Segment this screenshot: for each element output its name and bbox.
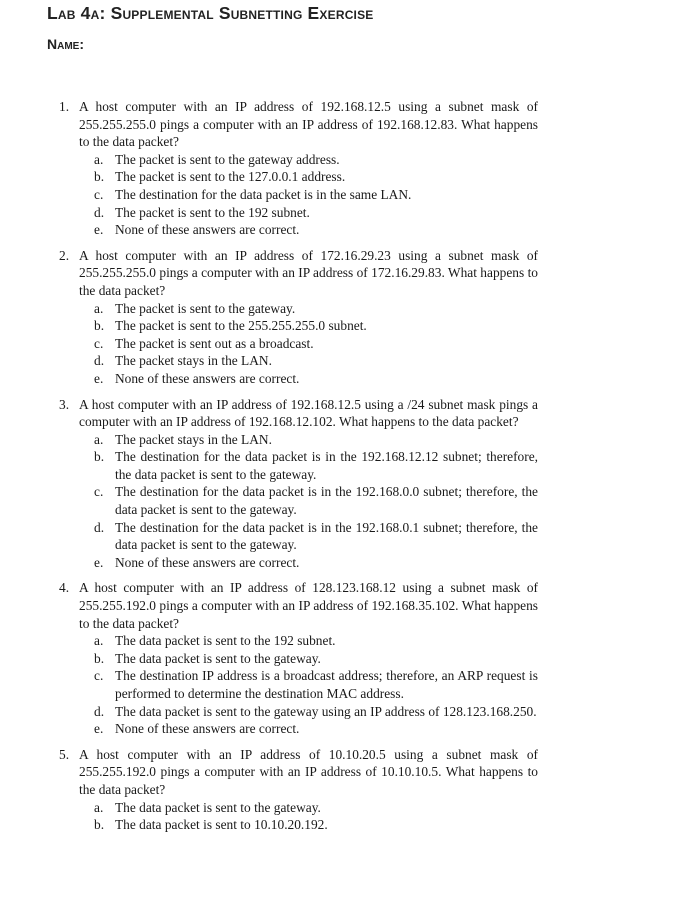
option-d bbox=[79, 519, 538, 554]
option-text: None of these answers are correct. bbox=[115, 554, 300, 570]
option-letter: d. bbox=[94, 353, 105, 369]
option-text: The data packet is sent to the gateway. bbox=[115, 650, 321, 666]
option-d bbox=[79, 352, 538, 370]
option-text: None of these answers are correct. bbox=[115, 370, 300, 386]
question-number: 4. bbox=[59, 580, 70, 596]
option-letter: c. bbox=[94, 484, 104, 500]
answer-options bbox=[79, 799, 538, 834]
option-e bbox=[79, 720, 538, 738]
option-text: The packet is sent to the 192 subnet. bbox=[115, 204, 310, 220]
option-letter: d. bbox=[94, 204, 105, 220]
option-letter: e. bbox=[94, 554, 104, 570]
option-text: None of these answers are correct. bbox=[115, 222, 300, 238]
option-e bbox=[79, 221, 538, 239]
option-text: The packet stays in the LAN. bbox=[115, 431, 272, 447]
answer-options bbox=[79, 151, 538, 239]
option-text: The packet is sent to the 127.0.0.1 address. bbox=[115, 169, 346, 185]
option-text: The packet is sent to the gateway address. bbox=[115, 151, 340, 167]
option-letter: b. bbox=[94, 817, 105, 833]
question-number: 1. bbox=[59, 99, 70, 114]
option-letter: e. bbox=[94, 370, 104, 386]
question-number: 2. bbox=[59, 247, 70, 263]
option-text: The destination for the data packet is in the 192.168.0.0 subnet; therefore, the data packet is sent to the gateway. bbox=[115, 484, 538, 518]
option-text: The destination for the data packet is in the 192.168.12.12 subnet; therefore, the data packet is sent to the gateway. bbox=[115, 449, 538, 482]
answer-options bbox=[79, 632, 538, 738]
option-text: The data packet is sent to 10.10.20.192. bbox=[115, 817, 328, 833]
name-label: Name: bbox=[47, 36, 84, 52]
question-2 bbox=[56, 247, 538, 388]
option-b bbox=[79, 168, 538, 186]
option-letter: e. bbox=[94, 222, 104, 238]
question-1 bbox=[56, 98, 538, 239]
option-c bbox=[79, 186, 538, 204]
page-title: Lab 4a: Supplemental Subnetting Exercise bbox=[47, 3, 374, 23]
option-a bbox=[79, 799, 538, 817]
question-3 bbox=[56, 396, 538, 572]
option-letter: b. bbox=[94, 449, 105, 465]
option-e bbox=[79, 554, 538, 572]
option-b bbox=[79, 650, 538, 668]
option-c bbox=[79, 483, 538, 518]
option-letter: a. bbox=[94, 799, 104, 815]
option-a bbox=[79, 431, 538, 449]
question-text: A host computer with an IP address of 10.10.20.5 using a subnet mask of 255.255.192.0 pings a computer with an IP address of 10.10.10.5. What happens to the data packet? bbox=[79, 746, 538, 797]
option-letter: c. bbox=[94, 668, 104, 684]
option-text: The data packet is sent to the gateway using an IP address of 128.123.168.250. bbox=[115, 703, 537, 719]
question-number: 5. bbox=[59, 746, 70, 762]
option-c bbox=[79, 335, 538, 353]
option-a bbox=[79, 151, 538, 169]
option-b bbox=[79, 317, 538, 335]
option-e bbox=[79, 370, 538, 388]
option-text: The destination for the data packet is in the 192.168.0.1 subnet; therefore, the data packet is sent to the gateway. bbox=[115, 519, 538, 553]
answer-options bbox=[79, 431, 538, 572]
option-letter: b. bbox=[94, 318, 105, 334]
option-letter: a. bbox=[94, 431, 104, 447]
option-a bbox=[79, 632, 538, 650]
option-text: The packet is sent to the gateway. bbox=[115, 300, 296, 316]
option-letter: a. bbox=[94, 633, 104, 649]
option-letter: b. bbox=[94, 169, 105, 185]
option-text: The destination for the data packet is in the same LAN. bbox=[115, 186, 412, 202]
option-letter: a. bbox=[94, 300, 104, 316]
question-text: A host computer with an IP address of 128.123.168.12 using a subnet mask of 255.255.192.0 pings a computer with an IP address of 192.168.35.102. What happens to the data packet? bbox=[79, 580, 538, 631]
question-text: A host computer with an IP address of 172.16.29.23 using a subnet mask of 255.255.255.0 pings a computer with an IP address of 172.16.29.83. What happens to the data packet? bbox=[79, 247, 538, 298]
option-letter: d. bbox=[94, 703, 105, 719]
option-text: The packet is sent to the 255.255.255.0 subnet. bbox=[115, 318, 367, 334]
question-list bbox=[56, 98, 538, 842]
option-letter: c. bbox=[94, 335, 104, 351]
option-c bbox=[79, 667, 538, 702]
option-text: The destination IP address is a broadcast address; therefore, an ARP request is performed to determine the destination MAC address. bbox=[115, 668, 538, 701]
question-text: A host computer with an IP address of 192.168.12.5 using a /24 subnet mask pings a computer with an IP address of 192.168.12.102. What happens to the data packet? bbox=[79, 396, 538, 430]
option-text: The data packet is sent to the gateway. bbox=[115, 799, 321, 815]
option-text: The packet stays in the LAN. bbox=[115, 353, 272, 369]
option-text: The packet is sent out as a broadcast. bbox=[115, 335, 314, 351]
option-d bbox=[79, 703, 538, 721]
option-letter: b. bbox=[94, 650, 105, 666]
question-5 bbox=[56, 746, 538, 834]
answer-options bbox=[79, 300, 538, 388]
question-4 bbox=[56, 579, 538, 737]
option-text: The data packet is sent to the 192 subnet. bbox=[115, 633, 336, 649]
option-a bbox=[79, 300, 538, 318]
option-letter: c. bbox=[94, 186, 104, 202]
option-text: None of these answers are correct. bbox=[115, 721, 300, 737]
option-letter: a. bbox=[94, 151, 104, 167]
option-letter: d. bbox=[94, 519, 105, 535]
option-b bbox=[79, 816, 538, 834]
question-number: 3. bbox=[59, 396, 70, 412]
option-letter: e. bbox=[94, 721, 104, 737]
option-b bbox=[79, 448, 538, 483]
option-d bbox=[79, 204, 538, 222]
question-text: A host computer with an IP address of 192.168.12.5 using a subnet mask of 255.255.255.0 pings a computer with an IP address of 192.168.12.83. What happens to the data packet? bbox=[79, 99, 538, 150]
